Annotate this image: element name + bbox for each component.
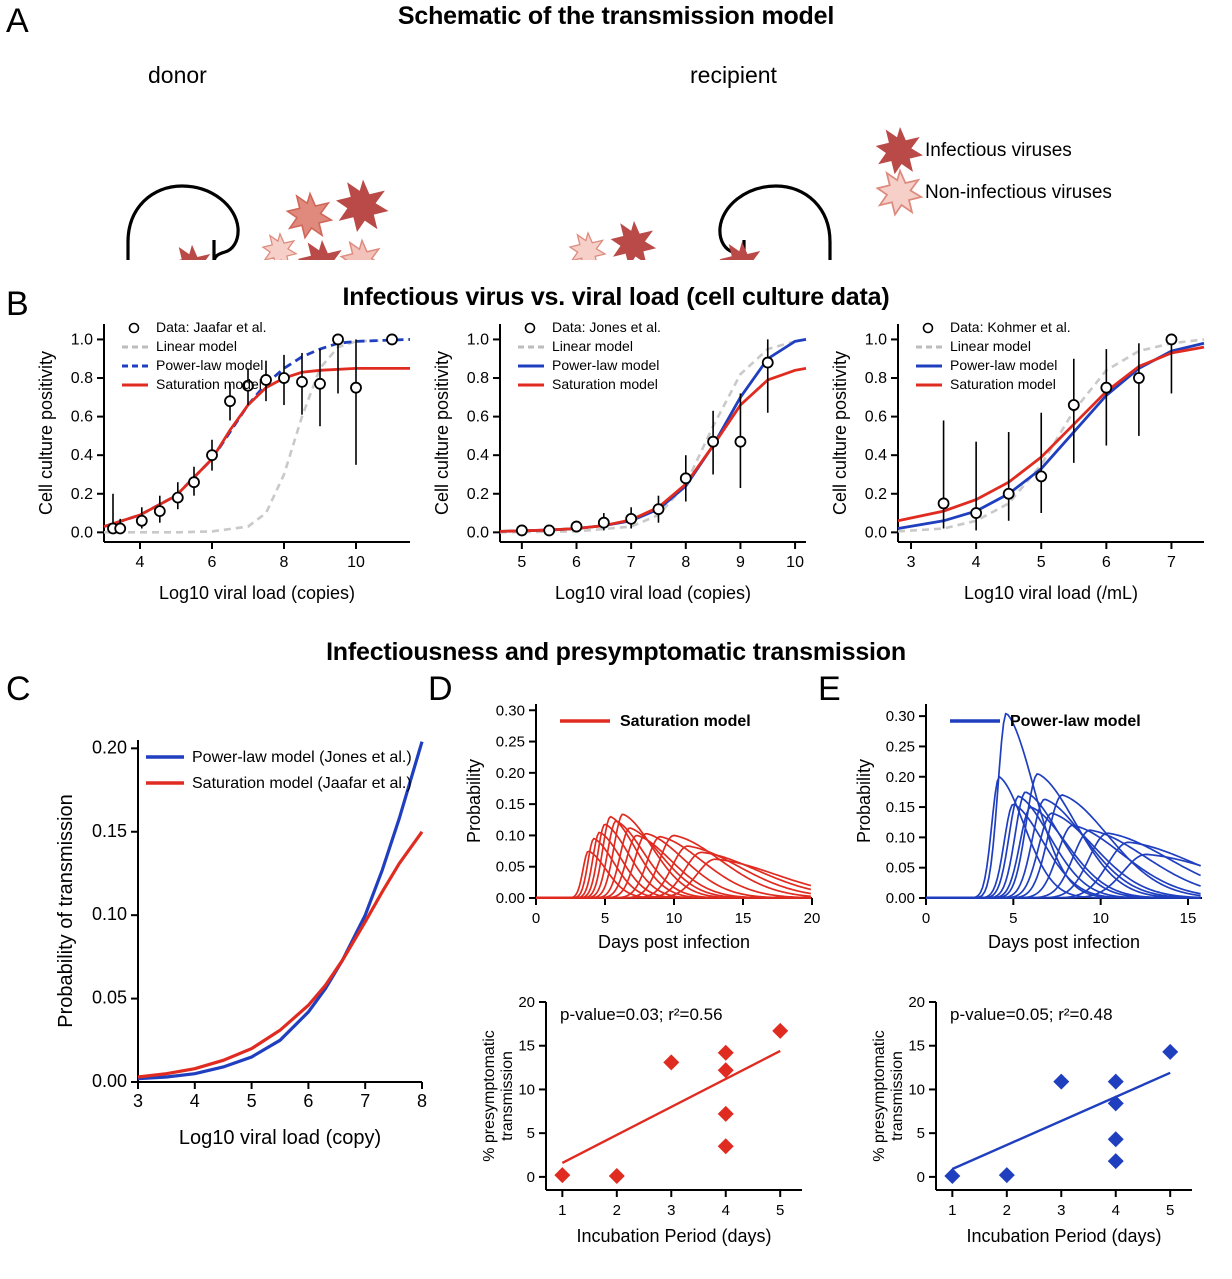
svg-text:Power-law model: Power-law model <box>950 357 1058 373</box>
svg-text:Probability: Probability <box>854 758 874 844</box>
svg-text:1.0: 1.0 <box>864 331 887 349</box>
svg-text:0.0: 0.0 <box>466 524 489 542</box>
svg-text:Incubation Period (days): Incubation Period (days) <box>966 1226 1162 1246</box>
svg-text:0.2: 0.2 <box>466 485 489 503</box>
svg-text:0: 0 <box>531 910 541 927</box>
svg-text:3: 3 <box>1057 1202 1066 1219</box>
svg-text:0.6: 0.6 <box>466 408 489 426</box>
svg-text:6: 6 <box>572 554 581 571</box>
svg-text:0.00: 0.00 <box>91 1071 127 1091</box>
svg-text:Cell culture positivity: Cell culture positivity <box>36 350 56 516</box>
svg-text:0.20: 0.20 <box>885 768 915 786</box>
title-schematic: Schematic of the transmission model <box>397 2 835 30</box>
svg-text:8: 8 <box>279 554 289 571</box>
svg-text:0.15: 0.15 <box>495 796 525 814</box>
svg-text:0.10: 0.10 <box>495 827 525 845</box>
svg-text:3: 3 <box>132 1091 144 1111</box>
svg-text:0.6: 0.6 <box>70 408 93 426</box>
svg-text:0.0: 0.0 <box>864 524 887 542</box>
svg-text:4: 4 <box>1111 1202 1120 1219</box>
legend-label-infectious: Infectious viruses <box>925 140 1072 161</box>
svg-text:% presymptomatictransmission: % presymptomatictransmission <box>481 1030 516 1162</box>
svg-text:Saturation model: Saturation model <box>950 376 1056 392</box>
panel-letter-a: A <box>6 2 29 40</box>
svg-text:0.25: 0.25 <box>495 733 525 751</box>
svg-text:Probability of transmission: Probability of transmission <box>55 794 77 1028</box>
svg-text:4: 4 <box>721 1202 730 1219</box>
svg-text:2: 2 <box>612 1202 621 1219</box>
legend-infectious-virus-icon <box>876 127 923 174</box>
svg-text:6: 6 <box>1101 554 1111 571</box>
svg-text:10: 10 <box>518 1081 535 1099</box>
svg-text:0.20: 0.20 <box>91 737 127 758</box>
title-cellculture: Infectious virus vs. viral load (cell culture data) <box>342 283 890 311</box>
svg-text:Power-law model: Power-law model <box>552 357 660 373</box>
svg-text:5: 5 <box>1036 554 1046 571</box>
svg-text:0.00: 0.00 <box>885 890 915 907</box>
svg-text:0.00: 0.00 <box>495 890 525 907</box>
svg-text:6: 6 <box>207 554 217 571</box>
svg-text:2: 2 <box>1002 1202 1011 1219</box>
svg-text:15: 15 <box>734 910 752 927</box>
title-infectiousness: Infectiousness and presymptomatic transmission <box>326 638 906 666</box>
svg-text:Log10 viral load (copies): Log10 viral load (copies) <box>554 583 752 603</box>
svg-text:Cell culture positivity: Cell culture positivity <box>432 350 452 516</box>
svg-text:15: 15 <box>908 1037 925 1055</box>
svg-text:20: 20 <box>803 910 821 927</box>
chart-b2 <box>414 310 824 630</box>
svg-text:20: 20 <box>908 994 925 1011</box>
svg-text:5: 5 <box>600 910 610 927</box>
svg-text:10: 10 <box>1092 910 1110 927</box>
svg-text:0.8: 0.8 <box>466 370 489 388</box>
svg-text:20: 20 <box>518 994 535 1011</box>
svg-text:Data: Jaafar et al.: Data: Jaafar et al. <box>156 319 267 335</box>
svg-text:0.4: 0.4 <box>864 447 887 465</box>
svg-text:5: 5 <box>526 1125 535 1143</box>
svg-text:3: 3 <box>906 554 916 571</box>
svg-text:5: 5 <box>246 1091 257 1111</box>
chart-c <box>30 690 440 1190</box>
svg-text:0.10: 0.10 <box>91 904 127 925</box>
svg-text:p-value=0.03; r²=0.56: p-value=0.03; r²=0.56 <box>560 1005 723 1024</box>
panel-letter-e: E <box>818 670 841 708</box>
svg-text:0.05: 0.05 <box>495 858 525 876</box>
svg-text:7: 7 <box>1166 554 1176 571</box>
svg-text:1: 1 <box>558 1202 567 1219</box>
svg-text:1.0: 1.0 <box>70 331 93 349</box>
svg-text:Saturation model: Saturation model <box>552 376 658 392</box>
svg-text:15: 15 <box>1179 910 1197 927</box>
svg-text:0: 0 <box>916 1168 925 1186</box>
svg-text:0.30: 0.30 <box>495 702 525 720</box>
svg-text:5: 5 <box>1166 1202 1175 1219</box>
svg-text:4: 4 <box>135 554 145 571</box>
svg-text:0.10: 0.10 <box>885 829 915 847</box>
svg-text:% presymptomatictransmission: % presymptomatictransmission <box>871 1030 906 1162</box>
chart-d-bottom <box>450 980 830 1270</box>
schematic-label-donor: donor <box>148 62 207 88</box>
legend-label-noninfectious: Non-infectious viruses <box>925 182 1112 203</box>
svg-text:5: 5 <box>776 1202 785 1219</box>
svg-text:5: 5 <box>916 1125 925 1143</box>
svg-text:Saturation model: Saturation model <box>620 713 751 730</box>
svg-text:4: 4 <box>971 554 981 571</box>
svg-text:Incubation Period (days): Incubation Period (days) <box>576 1226 772 1246</box>
svg-text:Data: Jones et al.: Data: Jones et al. <box>552 319 661 335</box>
chart-b3 <box>812 310 1222 630</box>
schematic-label-recipient: recipient <box>690 62 777 88</box>
svg-text:Log10 viral load (/mL): Log10 viral load (/mL) <box>963 583 1139 603</box>
svg-text:3: 3 <box>667 1202 676 1219</box>
chart-d-top <box>450 688 830 968</box>
chart-e-bottom <box>840 980 1220 1270</box>
schematic-diagram <box>0 100 1232 260</box>
svg-text:7: 7 <box>626 554 636 571</box>
panel-letter-c: C <box>6 670 31 708</box>
panel-letter-b: B <box>6 285 29 323</box>
svg-text:Linear model: Linear model <box>552 338 633 354</box>
svg-text:4: 4 <box>189 1091 200 1111</box>
svg-text:Log10 viral load (copy): Log10 viral load (copy) <box>178 1127 382 1149</box>
chart-e-top <box>840 688 1220 968</box>
svg-text:10: 10 <box>786 554 804 571</box>
svg-text:Days post infection: Days post infection <box>597 932 751 952</box>
svg-text:10: 10 <box>908 1081 925 1099</box>
svg-text:0.15: 0.15 <box>91 820 127 841</box>
svg-text:0.05: 0.05 <box>91 987 127 1008</box>
svg-text:1.0: 1.0 <box>466 331 489 349</box>
svg-text:15: 15 <box>518 1037 535 1055</box>
svg-text:8: 8 <box>681 554 691 571</box>
svg-text:0.25: 0.25 <box>885 738 915 756</box>
svg-text:Log10 viral load (copies): Log10 viral load (copies) <box>158 583 356 603</box>
donor-head-icon <box>100 186 238 260</box>
svg-text:5: 5 <box>1009 910 1018 927</box>
svg-text:Linear model: Linear model <box>156 338 237 354</box>
svg-text:0.4: 0.4 <box>466 447 489 465</box>
svg-text:10: 10 <box>347 554 365 571</box>
svg-text:Power-law model (Jones et al.): Power-law model (Jones et al.) <box>192 749 412 766</box>
svg-text:0.4: 0.4 <box>70 447 93 465</box>
svg-text:Days post infection: Days post infection <box>987 932 1141 952</box>
svg-text:0: 0 <box>526 1168 535 1186</box>
svg-text:5: 5 <box>517 554 527 571</box>
svg-text:8: 8 <box>416 1091 428 1111</box>
svg-text:0.6: 0.6 <box>864 408 887 426</box>
svg-text:7: 7 <box>360 1091 371 1111</box>
svg-text:0.8: 0.8 <box>864 370 887 388</box>
svg-text:0.0: 0.0 <box>70 524 93 542</box>
svg-text:Probability: Probability <box>464 758 484 844</box>
svg-text:p-value=0.05; r²=0.48: p-value=0.05; r²=0.48 <box>950 1005 1113 1024</box>
svg-text:0.2: 0.2 <box>70 485 93 503</box>
svg-text:0.20: 0.20 <box>495 764 525 782</box>
svg-text:Data: Kohmer et al.: Data: Kohmer et al. <box>950 319 1071 335</box>
svg-text:Saturation model (Jaafar et al: Saturation model (Jaafar et al.) <box>192 775 412 792</box>
svg-text:Power-law model: Power-law model <box>156 357 264 373</box>
svg-text:0.05: 0.05 <box>885 859 915 877</box>
panel-letter-d: D <box>428 670 453 708</box>
svg-text:0.15: 0.15 <box>885 799 915 817</box>
svg-text:Saturation model: Saturation model <box>156 376 262 392</box>
chart-b1 <box>18 310 428 630</box>
svg-text:6: 6 <box>303 1091 314 1111</box>
svg-text:1: 1 <box>948 1202 957 1219</box>
svg-text:0: 0 <box>921 910 931 927</box>
svg-text:Cell culture positivity: Cell culture positivity <box>830 350 850 516</box>
svg-text:0.2: 0.2 <box>864 485 887 503</box>
svg-text:Linear model: Linear model <box>950 338 1031 354</box>
legend-noninfectious-virus-icon <box>878 171 922 215</box>
svg-text:10: 10 <box>665 910 683 927</box>
svg-text:Power-law model: Power-law model <box>1010 713 1141 730</box>
svg-text:0.30: 0.30 <box>885 708 915 726</box>
svg-text:9: 9 <box>735 554 745 571</box>
svg-text:0.8: 0.8 <box>70 370 93 388</box>
